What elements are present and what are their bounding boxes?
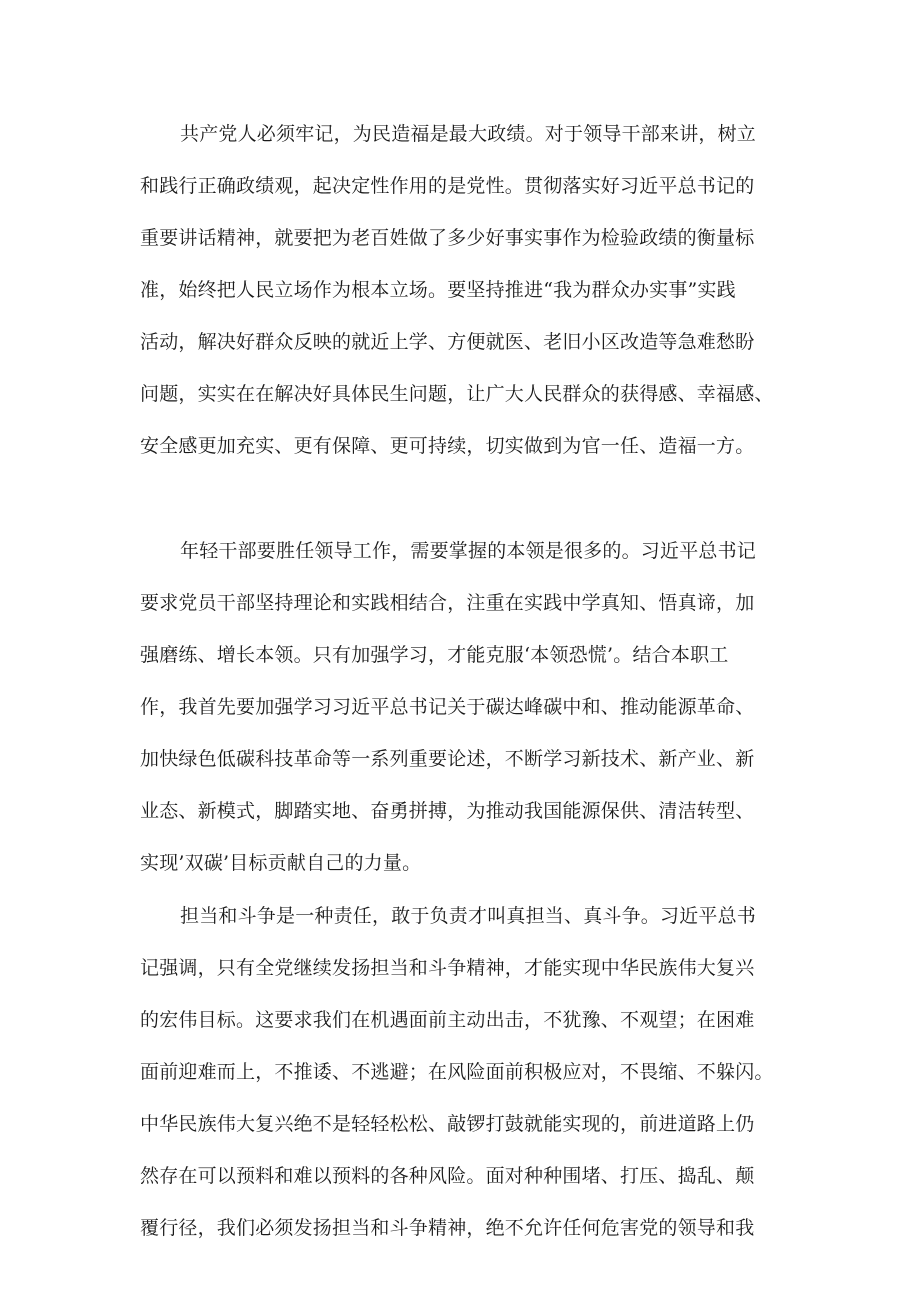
paragraph-line: 准，始终把人民立场作为根本立场。要坚持推进“我为群众办实事”实践 [140,279,736,301]
paragraph-line: 重要讲话精神，就要把为老百姓做了多少好事实事作为检验政绩的衡量标 [140,227,755,249]
paragraph-line: 活动，解决好群众反映的就近上学、方便就医、老旧小区改造等急难愁盼 [140,331,755,353]
paragraph-line: 安全感更加充实、更有保障、更可持续，切实做到为官一任、造福一方。 [140,435,755,457]
paragraph-line: 业态、新模式，脚踏实地、奋勇拼搏，为推动我国能源保供、清洁转型、 [140,800,755,822]
paragraph-line: 年轻干部要胜任领导工作，需要掌握的本领是很多的。习近平总书记 [180,540,757,562]
paragraph-line: 面前迎难而上，不推诿、不逃避；在风险面前积极应对，不畏缩、不躲闪。 [140,1061,774,1083]
paragraph-line: 共产党人必须牢记，为民造福是最大政绩。对于领导干部来讲，树立 [180,123,757,145]
paragraph-line: 强磨练、增长本领。只有加强学习，才能克服‘本领恐慌’。结合本职工 [140,644,729,666]
paragraph-line: 要求党员干部坚持理论和实践相结合，注重在实践中学真知、悟真谛，加 [140,592,755,614]
paragraph-line: 覆行径，我们必须发扬担当和斗争精神，绝不允许任何危害党的领导和我 [140,1217,755,1239]
paragraph-line: 实现’双碳’目标贡献自己的力量。 [140,852,422,874]
paragraph-2 [140,525,780,889]
paragraph-3 [140,890,780,1254]
paragraph-line: 加快绿色低碳科技革命等一系列重要论述，不断学习新技术、新产业、新 [140,748,755,770]
paragraph-1 [140,108,780,472]
paragraph-line: 中华民族伟大复兴绝不是轻轻松松、敲锣打鼓就能实现的，前进道路上仍 [140,1113,755,1135]
paragraph-line: 记强调，只有全党继续发扬担当和斗争精神，才能实现中华民族伟大复兴 [140,957,755,979]
paragraph-line: 问题，实实在在解决好具体民生问题，让广大人民群众的获得感、幸福感、 [140,383,774,405]
paragraph-line: 的宏伟目标。这要求我们在机遇面前主动出击，不犹豫、不观望；在困难 [140,1009,755,1031]
paragraph-line: 然存在可以预料和难以预料的各种风险。面对种种围堵、打压、捣乱、颠 [140,1165,755,1187]
paragraph-line: 担当和斗争是一种责任，敢于负责才叫真担当、真斗争。习近平总书 [180,905,757,927]
paragraph-line: 作，我首先要加强学习习近平总书记关于碳达峰碳中和、推动能源革命、 [140,696,755,718]
paragraph-line: 和践行正确政绩观，起决定性作用的是党性。贯彻落实好习近平总书记的 [140,175,755,197]
